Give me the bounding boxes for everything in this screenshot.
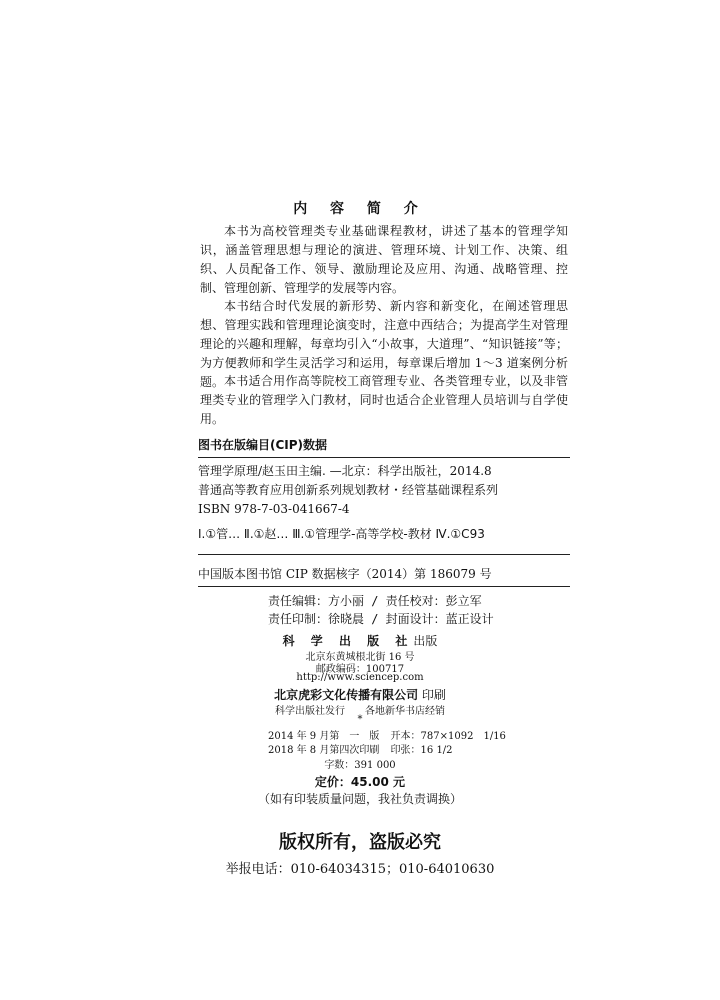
printer-name: 北京虎彩文化传播有限公司 (274, 688, 419, 702)
publisher-address: 北京东黄城根北街 16 号 (305, 652, 415, 663)
print-date: 2018 年 8 月第四次印刷 (268, 745, 380, 756)
credits-line-2: 责任印制：徐晓晨 / 封面设计：蓝正设计 (268, 612, 494, 626)
format: 开本：787×1092 1/16 (390, 731, 506, 742)
sheets: 印张：16 1/2 (390, 745, 453, 756)
cip-line-3: ISBN 978-7-03-041667-4 (198, 502, 350, 516)
publisher-name: 科 学 出 版 社 (282, 634, 414, 648)
cip-bottom-rule (198, 586, 570, 587)
cip-heading: 图书在版编目(CIP)数据 (198, 438, 328, 452)
edition-date: 2014 年 9 月第 一 版 (268, 731, 380, 742)
copyright-notice: 版权所有，盗版必究 (279, 832, 441, 853)
quality-notice: （如有印装质量问题，我社负责调换） (257, 792, 462, 806)
summary-paragraph-1: 本书为高校管理类专业基础课程教材，讲述了基本的管理学知识，涵盖管理思想与理论的演进、管理环境、计划工作、决策、组织、人员配备工作、领导、激励理论及应用、沟通、战略管理、控制、管理创新、管理学的发展等内容。 (200, 224, 568, 295)
cip-mid-rule (198, 554, 570, 555)
cip-classification: Ⅰ.①管… Ⅱ.①赵… Ⅲ.①管理学-高等学校-教材 Ⅳ.①C93 (198, 527, 485, 541)
credits-line-1: 责任编辑：方小丽 / 责任校对：彭立军 (268, 594, 482, 608)
cip-line-1: 管理学原理/赵玉田主编. —北京：科学出版社，2014.8 (198, 464, 492, 478)
edition-row-1 (268, 727, 506, 742)
price: 定价：45.00 元 (314, 775, 406, 789)
cip-record: 中国版本图书馆 CIP 数据核字（2014）第 186079 号 (198, 567, 492, 581)
publisher-url: http://www.sciencep.com (296, 672, 424, 683)
cip-section (198, 436, 570, 587)
printer-line (0, 686, 720, 703)
cip-line-2: 普通高等教育应用创新系列规划教材・经管基础课程系列 (198, 483, 499, 497)
publisher-postcode: 邮政编码：100717 (315, 664, 405, 675)
summary-paragraph-2: 本书结合时代发展的新形势、新内容和新变化，在阐述管理思想、管理实践和管理理论演变时，注意中西结合；为提高学生对管理理论的兴趣和理解，每章均引入“小故事，大道理”、“知识链接”等；为方便教师和学生灵活学习和运用，每章课后增加 1～3 道案例分析题。 (200, 299, 568, 389)
summary-paragraph-3: 本书适合用作高等院校工商管理专业、各类管理专业，以及非管理类专业的管理学入门教材，同时也适合企业管理人员培训与自学使用。 (200, 374, 568, 426)
separator-star: * (357, 714, 363, 725)
distribution: 科学出版社发行 各地新华书店经销 (275, 706, 445, 717)
publisher-suffix: 出版 (413, 634, 438, 648)
summary-title: 内 容 简 介 (293, 201, 427, 217)
edition-row-2 (268, 741, 453, 756)
printer-suffix: 印刷 (421, 688, 446, 702)
report-hotline: 举报电话：010-64034315；010-64010630 (225, 862, 495, 877)
word-count: 字数：391 000 (324, 760, 396, 771)
publisher-line (0, 632, 720, 649)
